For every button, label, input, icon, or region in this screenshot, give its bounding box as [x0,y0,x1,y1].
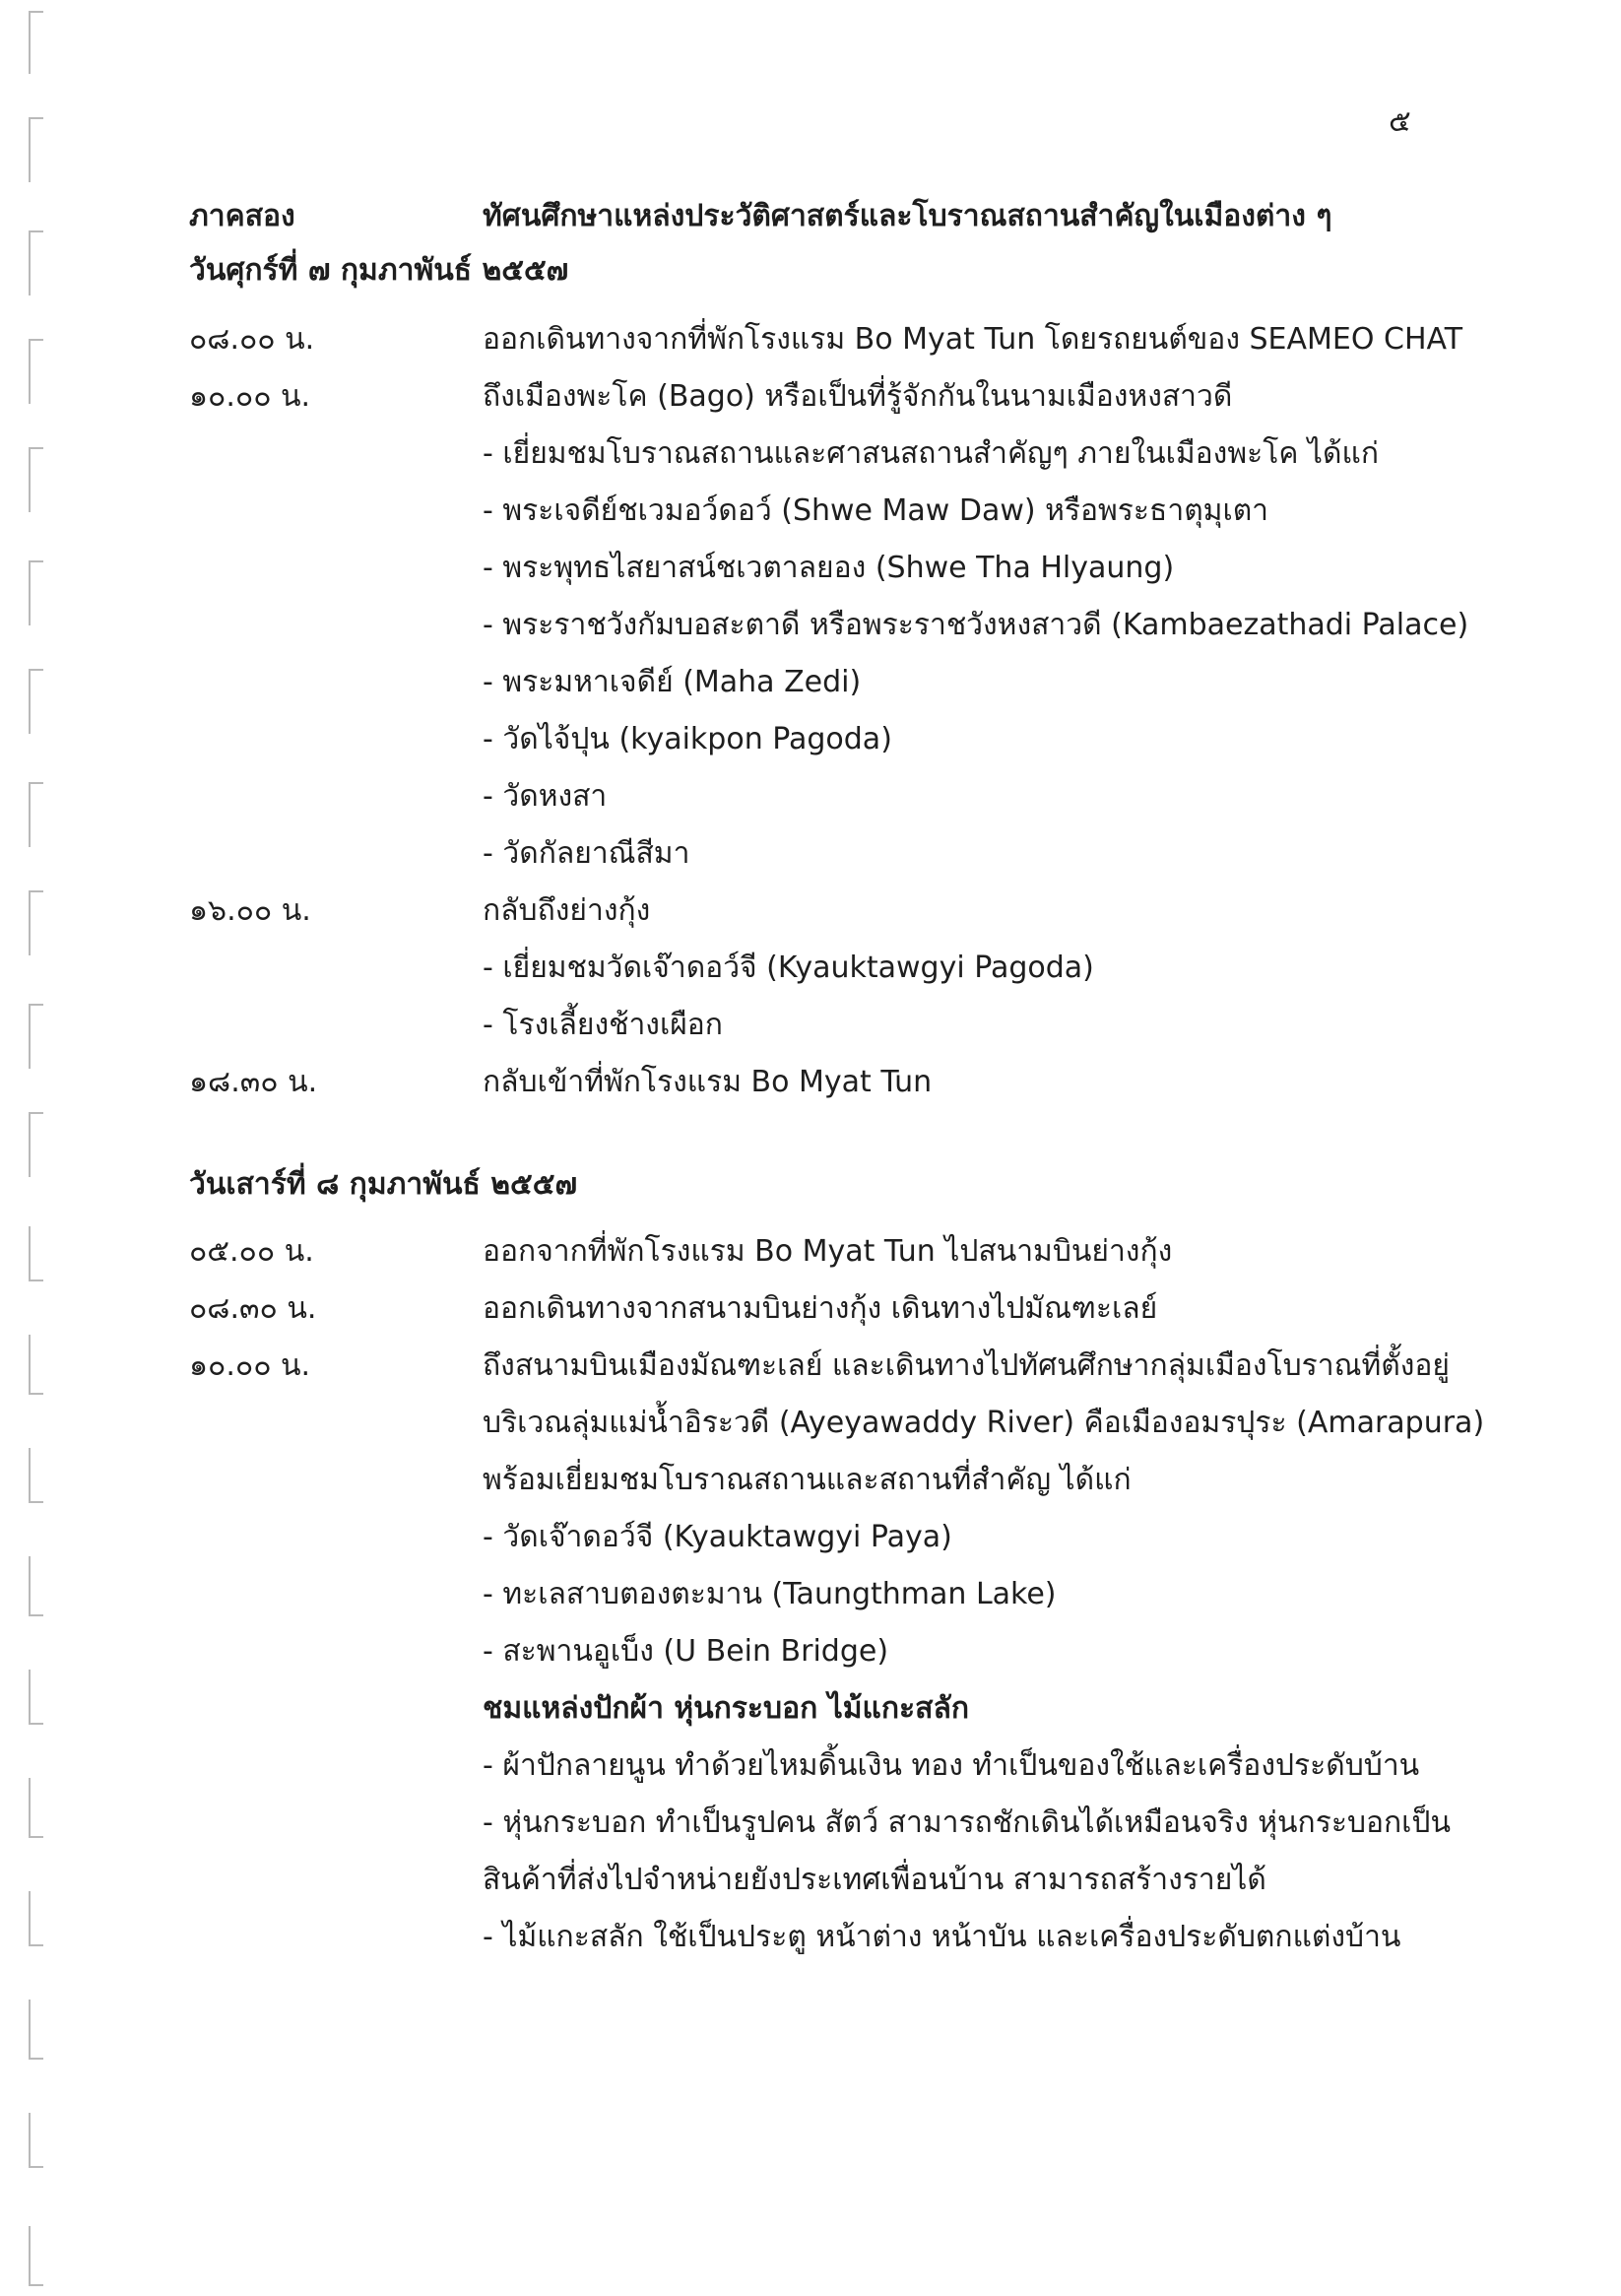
schedule-item: ถึงสนามบินเมืองมัณฑะเลย์ และเดินทางไปทัศนศึกษากลุ่มเมืองโบราณที่ตั้งอยู่ [483,1348,1450,1383]
schedule-item: - ผ้าปักลายนูน ทำด้วยไหมดิ้นเงิน ทอง ทำเป็นของใช้และเครื่องประดับบ้าน [483,1748,1420,1783]
schedule-item: - เยี่ยมชมวัดเจ๊าดอว์จี (Kyauktawgyi Pagoda) [483,951,1094,985]
schedule-item: - พระเจดีย์ชเวมอว์ดอว์ (Shwe Maw Daw) หรือพระธาตุมุเตา [483,493,1269,528]
schedule-time: ๐๘.๓๐ น. [189,1291,317,1326]
schedule-item: ออกจากที่พักโรงแรม Bo Myat Tun ไปสนามบินย่างกุ้ง [483,1234,1173,1269]
schedule-time: ๑๖.๐๐ น. [189,893,311,928]
section-subheading: ชมแหล่งปักผ้า หุ่นกระบอก ไม้แกะสลัก [483,1691,970,1726]
schedule-item: - พระมหาเจดีย์ (Maha Zedi) [483,665,862,699]
binder-hole-marks [0,0,59,2296]
page-number: ๕ [1389,104,1411,139]
schedule-time: ๑๐.๐๐ น. [189,1348,311,1383]
schedule-time: ๐๕.๐๐ น. [189,1234,314,1269]
schedule-item: ถึงเมืองพะโค (Bago) หรือเป็นที่รู้จักกันในนามเมืองหงสาวดี [483,379,1233,414]
schedule-item: สินค้าที่ส่งไปจำหน่ายยังประเทศเพื่อนบ้าน สามารถสร้างรายได้ [483,1863,1266,1897]
schedule-item: - วัดกัลยาณีสีมา [483,836,690,871]
part-label: ภาคสอง [189,199,295,233]
schedule-time: ๐๘.๐๐ น. [189,322,315,357]
schedule-item: ออกเดินทางจากที่พักโรงแรม Bo Myat Tun โดยรถยนต์ของ SEAMEO CHAT [483,322,1463,357]
schedule-item: - พระราชวังกัมบอสะตาดี หรือพระราชวังหงสาวดี (Kambaezathadi Palace) [483,608,1469,642]
schedule-item: - ทะเลสาบตองตะมาน (Taungthman Lake) [483,1577,1057,1611]
schedule-item: - พระพุทธไสยาสน์ชเวตาลยอง (Shwe Tha Hlyaung) [483,551,1175,585]
schedule-item: - วัดหงสา [483,779,608,814]
schedule-item: บริเวณลุ่มแม่น้ำอิระวดี (Ayeyawaddy River) คือเมืองอมรปุระ (Amarapura) [483,1406,1485,1440]
schedule-time: ๑๘.๓๐ น. [189,1065,318,1099]
schedule-item: ออกเดินทางจากสนามบินย่างกุ้ง เดินทางไปมัณฑะเลย์ [483,1291,1158,1326]
day-date: วันศุกร์ที่ ๗ กุมภาพันธ์ ๒๕๕๗ [189,253,569,288]
day-date: วันเสาร์ที่ ๘ กุมภาพันธ์ ๒๕๕๗ [189,1167,578,1202]
schedule-item: พร้อมเยี่ยมชมโบราณสถานและสถานที่สำคัญ ได้แก่ [483,1463,1132,1497]
schedule-item: - วัดไจ้ปุน (kyaikpon Pagoda) [483,722,892,756]
schedule-item: - วัดเจ๊าดอว์จี (Kyauktawgyi Paya) [483,1520,952,1554]
schedule-item: - เยี่ยมชมโบราณสถานและศาสนสถานสำคัญๆ ภายในเมืองพะโค ได้แก่ [483,436,1379,471]
schedule-item: กลับเข้าที่พักโรงแรม Bo Myat Tun [483,1065,933,1099]
schedule-item: - ไม้แกะสลัก ใช้เป็นประตู หน้าต่าง หน้าบัน และเครื่องประดับตกแต่งบ้าน [483,1920,1401,1954]
schedule-item: กลับถึงย่างกุ้ง [483,893,651,928]
part-title: ทัศนศึกษาแหล่งประวัติศาสตร์และโบราณสถานสำคัญในเมืองต่าง ๆ [483,199,1332,233]
schedule-item: - หุ่นกระบอก ทำเป็นรูปคน สัตว์ สามารถชักเดินได้เหมือนจริง หุ่นกระบอกเป็น [483,1805,1451,1840]
schedule-item: - สะพานอูเบ็ง (U Bein Bridge) [483,1634,889,1669]
schedule-item: - โรงเลี้ยงช้างเผือก [483,1008,723,1042]
schedule-time: ๑๐.๐๐ น. [189,379,311,414]
